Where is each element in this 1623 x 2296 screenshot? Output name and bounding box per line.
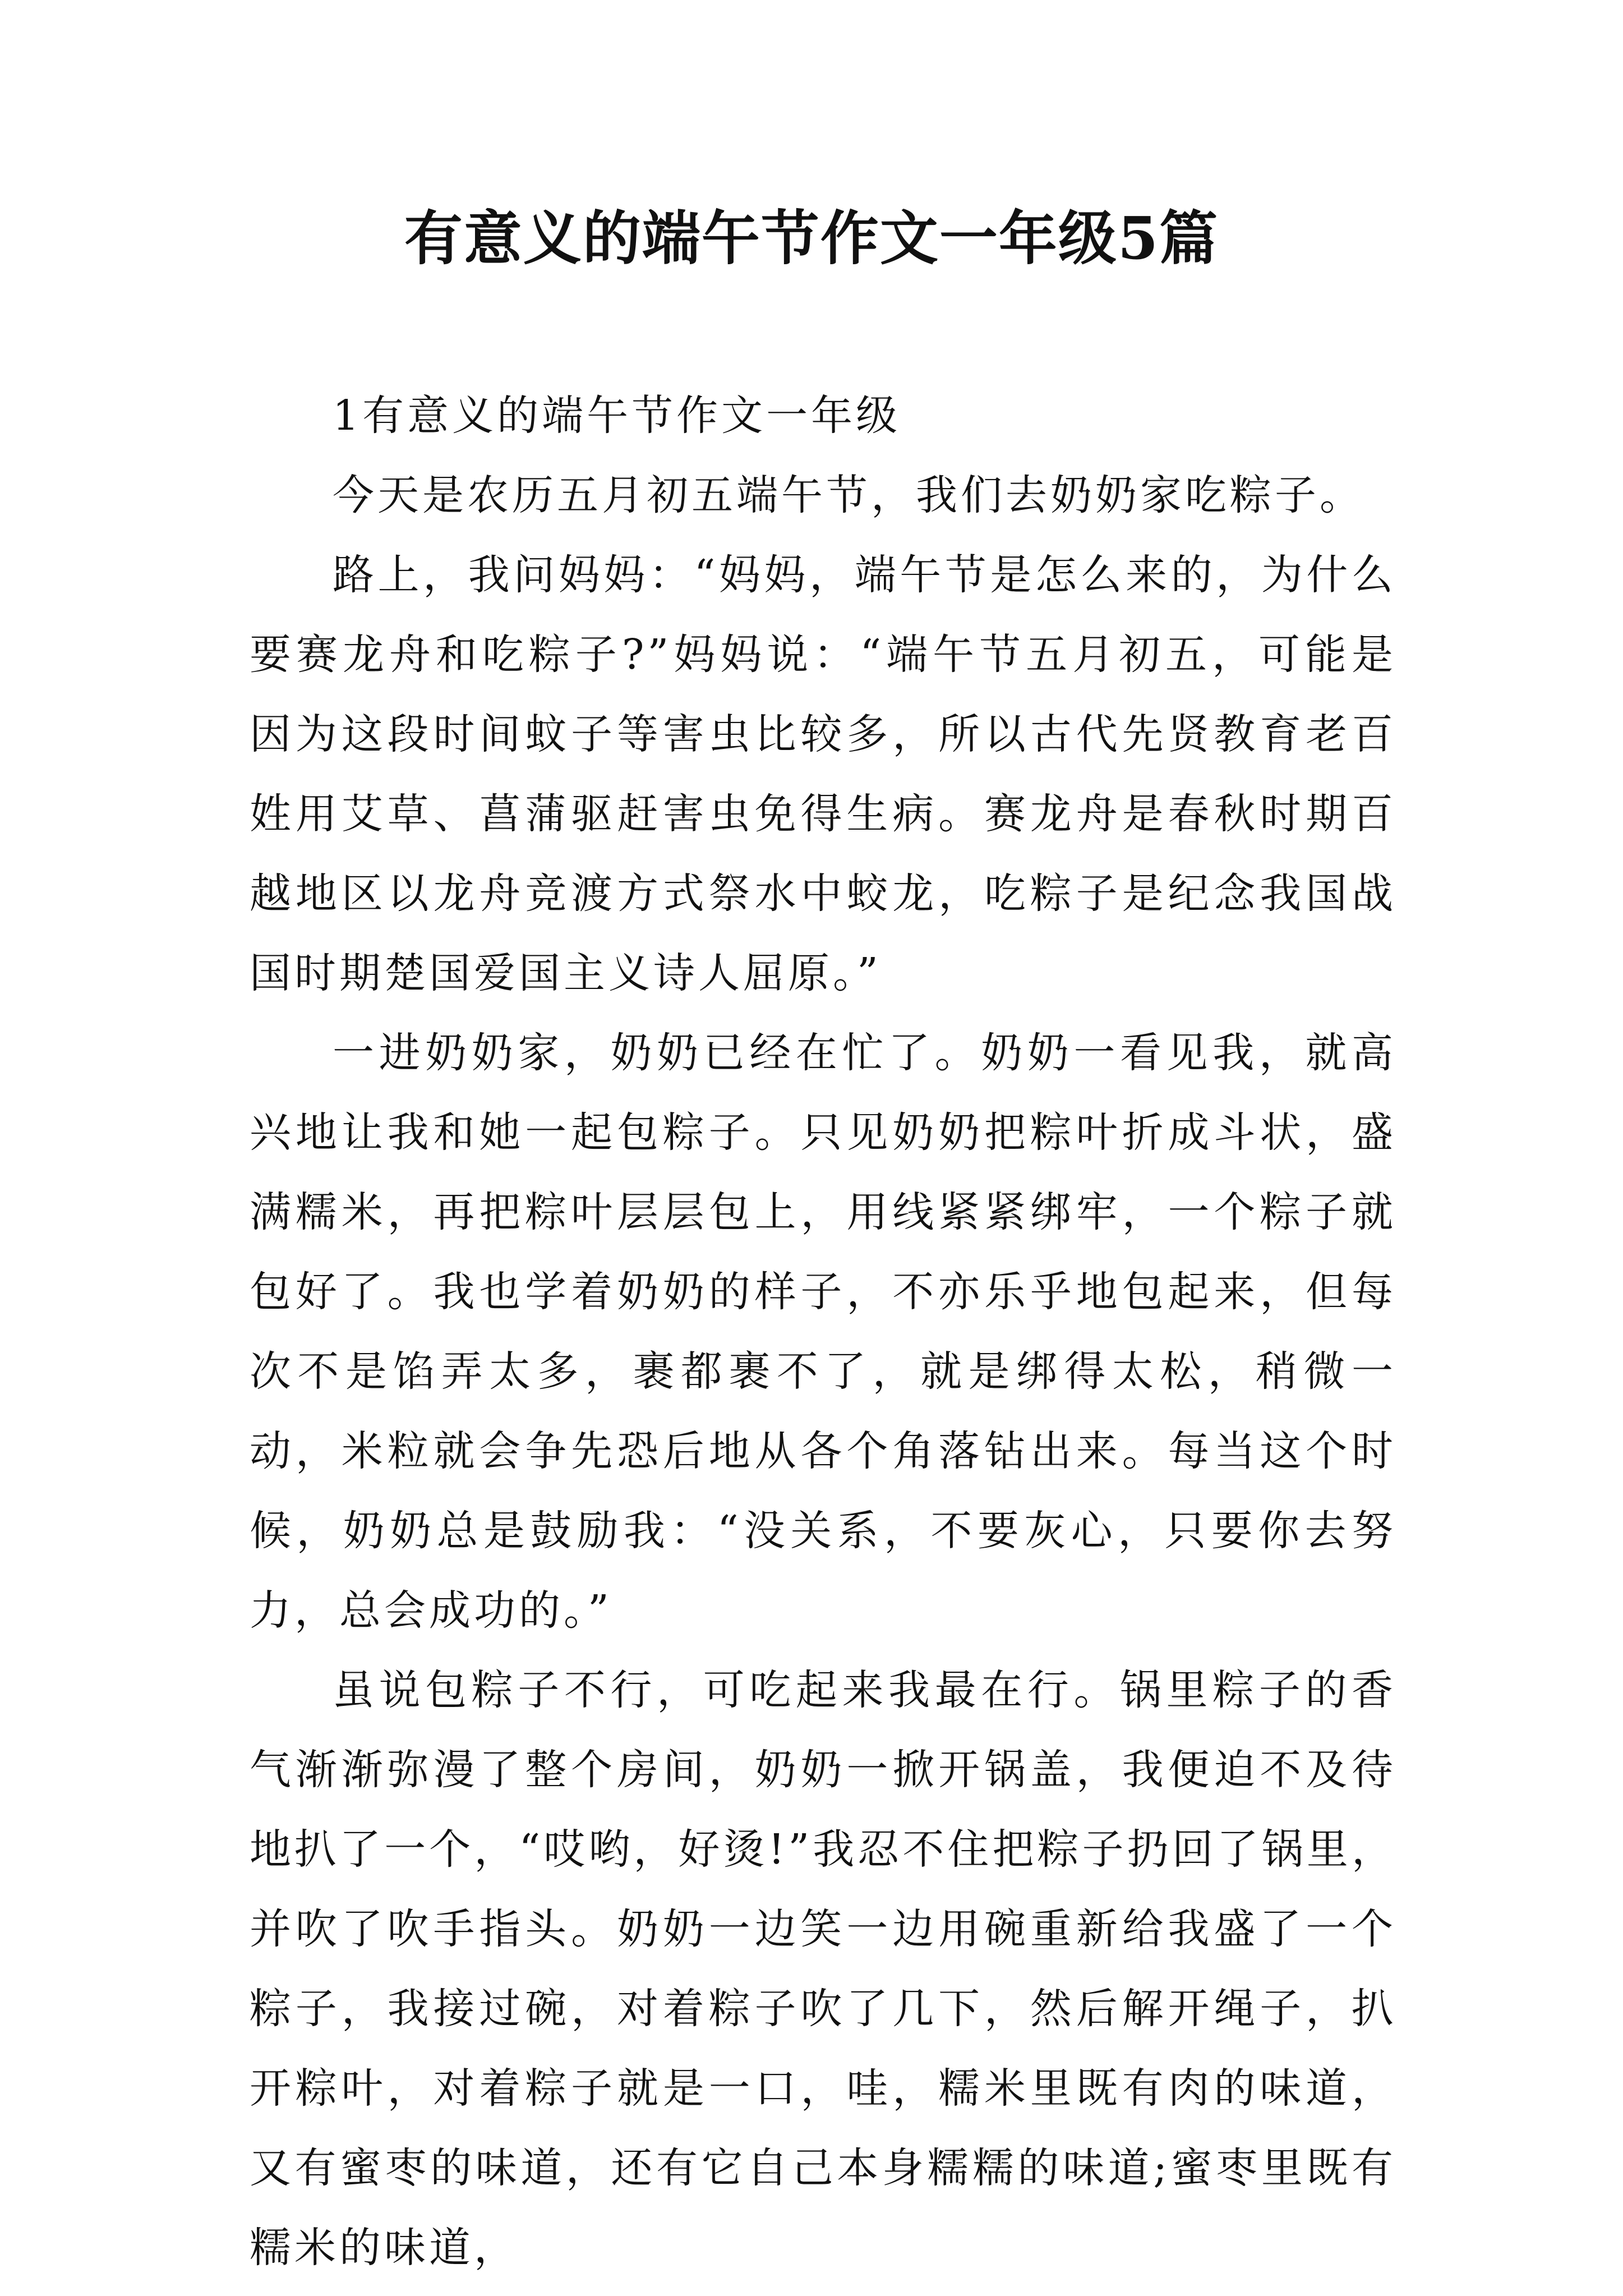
paragraph: 今天是农历五月初五端午节，我们去奶奶家吃粽子。 bbox=[333, 471, 1364, 519]
section-heading: 1有意义的端午节作文一年级 bbox=[333, 392, 901, 440]
paragraph: 一进奶奶家，奶奶已经在忙了。奶奶一看见我，就高兴地让我和她一起包粽子。只见奶奶把粽叶折成斗状，盛满糯米，再把粽叶层层包上，用线紧紧绑牢，一个粽子就包好了。我也学着奶奶的样子，不亦乐乎地包起来，但每次不是馅弄太多，裹都裹不了，就是绑得太松，稍微一动，米粒就会争先恐后地从各个角落钻出来。每当这个时候，奶奶总是鼓励我：“没关系，不要灰心，只要你去努力，总会成功的。” bbox=[250, 1029, 1396, 1635]
document-body bbox=[250, 376, 1396, 2288]
paragraph: 虽说包粽子不行，可吃起来我最在行。锅里粽子的香气渐渐弥漫了整个房间，奶奶一掀开锅盖，我便迫不及待地扒了一个，“哎哟，好烫!”我忍不住把粽子扔回了锅里，并吹了吹手指头。奶奶一边笑一边用碗重新给我盛了一个粽子，我接过碗，对着粽子吹了几下，然后解开绳子，扒开粽叶，对着粽子就是一口，哇，糯米里既有肉的味道，又有蜜枣的味道，还有它自己本身糯糯的味道;蜜枣里既有糯米的味道， bbox=[250, 1666, 1396, 2272]
document-title: 有意义的端午节作文一年级5篇 bbox=[404, 204, 1219, 273]
paragraph: 路上，我问妈妈：“妈妈，端午节是怎么来的，为什么要赛龙舟和吃粽子?”妈妈说：“端午节五月初五，可能是因为这段时间蚊子等害虫比较多，所以古代先贤教育老百姓用艾草、菖蒲驱赶害虫免得生病。赛龙舟是春秋时期百越地区以龙舟竞渡方式祭水中蛟龙，吃粽子是纪念我国战国时期楚国爱国主义诗人屈原。” bbox=[250, 551, 1396, 997]
